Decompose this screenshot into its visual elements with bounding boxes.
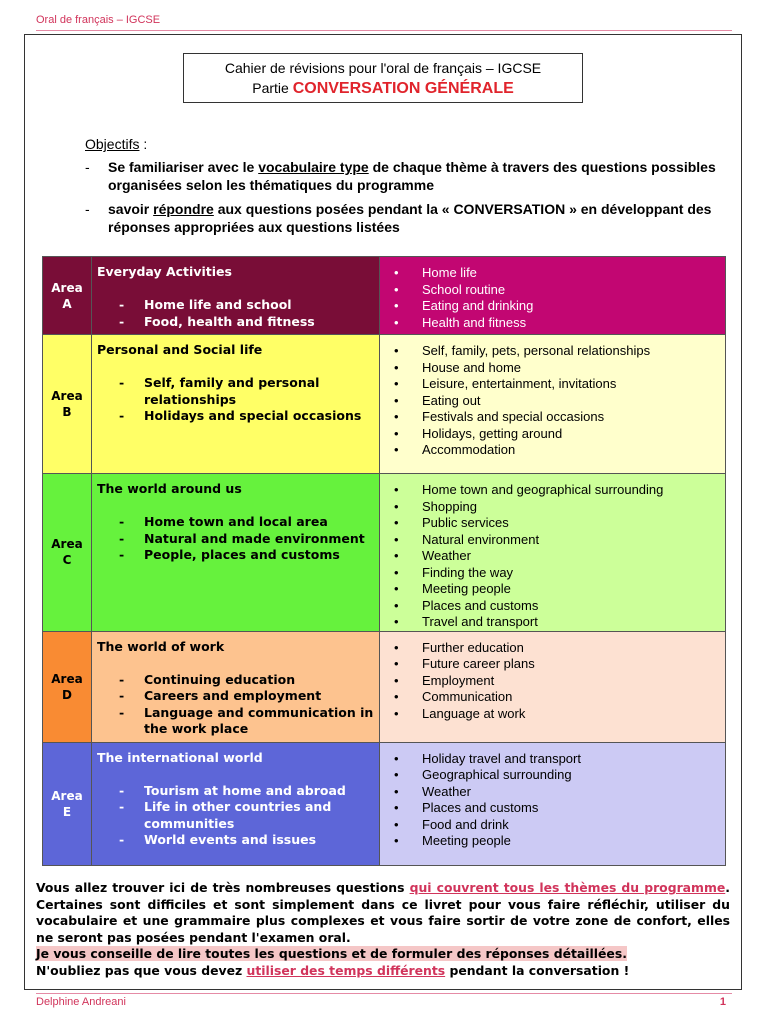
- objective-item: - Se familiariser avec le vocabulaire type de chaque thème à travers des questions possibles organisées selon les thématiques du programme: [85, 159, 716, 193]
- subtopic-item: - Self, family and personal relationships: [97, 375, 379, 408]
- area-label: Area A: [43, 257, 92, 335]
- area-topics: [380, 631, 726, 742]
- topic-item: • Self, family, pets, personal relationships: [394, 343, 725, 360]
- area-label: Area D: [43, 631, 92, 742]
- topic-item: • Home life: [394, 265, 725, 282]
- topic-item: • Places and customs: [394, 598, 725, 615]
- topic-item: • Language at work: [394, 706, 725, 723]
- topic-item: • Leisure, entertainment, invitations: [394, 376, 725, 393]
- area-label: Area B: [43, 335, 92, 474]
- advice-paragraph-2: [36, 946, 730, 963]
- area-name: Personal and Social life: [97, 342, 263, 357]
- topic-item: • Holidays, getting around: [394, 426, 725, 443]
- subtopic-item: - Natural and made environment: [97, 531, 379, 548]
- topic-item: • Eating and drinking: [394, 298, 725, 315]
- advice-paragraph-1: Vous allez trouver ici de très nombreuses questions qui couvrent tous les thèmes du programme. Certaines sont difficiles et sont simplement dans ce livret pour vous faire réfléchir, utiliser du vocabulaire et une grammaire plus complexes et vous faire sortir de votre zone de confort, elles ne seront pas posées pendant l'examen oral.: [36, 880, 730, 945]
- topic-item: • Further education: [394, 640, 725, 657]
- topic-item: • Home town and geographical surrounding: [394, 482, 725, 499]
- header-divider: [36, 30, 732, 31]
- area-name: The world around us: [97, 481, 242, 496]
- area-main: [92, 631, 380, 742]
- topic-list: [394, 265, 725, 331]
- topic-list: [394, 751, 725, 850]
- topic-item: • Travel and transport: [394, 614, 725, 631]
- topic-item: • Holiday travel and transport: [394, 751, 725, 768]
- objective-item: - savoir répondre aux questions posées pendant la « CONVERSATION » en développant des réponses appropriées aux questions listées: [85, 201, 712, 235]
- subtopic-item: - World events and issues: [97, 832, 379, 849]
- topic-item: • Weather: [394, 784, 725, 801]
- topic-item: • House and home: [394, 360, 725, 377]
- subtopic-item: - Language and communication in the work place: [97, 705, 379, 738]
- subtopic-list: [97, 783, 379, 849]
- subtopic-item: - Tourism at home and abroad: [97, 783, 379, 800]
- area-topics: [380, 335, 726, 474]
- area-row-c: [43, 474, 726, 632]
- area-row-a: [43, 257, 726, 335]
- footer-divider: [36, 993, 732, 994]
- objectives-heading: Objectifs :: [85, 136, 148, 152]
- title-box: [183, 53, 583, 103]
- topic-item: • Festivals and special occasions: [394, 409, 725, 426]
- footer-author: Delphine Andreani: [36, 996, 126, 1008]
- areas-table: [42, 256, 726, 866]
- topic-item: • Future career plans: [394, 656, 725, 673]
- title-prefix: Partie: [252, 80, 293, 96]
- topic-item: • Natural environment: [394, 532, 725, 549]
- advice-emphasis: utiliser des temps différents: [246, 962, 446, 978]
- area-row-d: [43, 631, 726, 742]
- area-name: The world of work: [97, 638, 225, 654]
- topic-item: • Health and fitness: [394, 315, 725, 332]
- subtopic-list: [97, 375, 379, 425]
- objective-keyword: répondre: [153, 201, 214, 217]
- advice-highlight: Je vous conseille de lire toutes les questions et de formuler des réponses détaillées.: [36, 946, 627, 961]
- topic-item: • Geographical surrounding: [394, 767, 725, 784]
- area-row-b: [43, 335, 726, 474]
- subtopic-list: [97, 514, 379, 564]
- topic-item: • Meeting people: [394, 581, 725, 598]
- subtopic-list: [97, 672, 379, 738]
- subtopic-item: - Food, health and fitness: [97, 314, 379, 331]
- area-main: [92, 742, 380, 865]
- advice-text: [36, 880, 730, 979]
- objectives-section: [85, 136, 725, 236]
- area-main: [92, 257, 380, 335]
- topic-item: • Places and customs: [394, 800, 725, 817]
- topic-item: • Eating out: [394, 393, 725, 410]
- objective-keyword: vocabulaire type: [258, 159, 369, 175]
- topic-list: [394, 640, 725, 723]
- topic-item: • Food and drink: [394, 817, 725, 834]
- title-line-1: Cahier de révisions pour l'oral de français – IGCSE: [224, 60, 542, 76]
- area-main: [92, 335, 380, 474]
- subtopic-item: - Home town and local area: [97, 514, 379, 531]
- topic-item: • Accommodation: [394, 442, 725, 459]
- topic-list: [394, 482, 725, 631]
- subtopic-item: - Home life and school: [97, 297, 379, 314]
- area-topics: [380, 474, 726, 632]
- objective-dash: -: [85, 159, 90, 175]
- topic-item: • Communication: [394, 689, 725, 706]
- area-row-e: [43, 742, 726, 865]
- topic-item: • Employment: [394, 673, 725, 690]
- topic-list: [394, 343, 725, 459]
- subtopic-item: - Continuing education: [97, 672, 379, 689]
- advice-paragraph-3: N'oubliez pas que vous devez utiliser des temps différents pendant la conversation !: [36, 962, 630, 978]
- topic-item: • Public services: [394, 515, 725, 532]
- topic-item: • Meeting people: [394, 833, 725, 850]
- topic-item: • Weather: [394, 548, 725, 565]
- subtopic-list: [97, 297, 379, 330]
- page-number: 1: [719, 996, 726, 1008]
- area-topics: [380, 742, 726, 865]
- area-name: Everyday Activities: [97, 264, 232, 279]
- subtopic-item: - Careers and employment: [97, 688, 379, 705]
- subtopic-item: - Holidays and special occasions: [97, 408, 379, 425]
- area-name: The international world: [97, 749, 263, 765]
- title-accent: CONVERSATION GÉNÉRALE: [292, 80, 514, 97]
- header-note: Oral de français – IGCSE: [36, 14, 161, 26]
- topic-item: • School routine: [394, 282, 725, 299]
- subtopic-item: - People, places and customs: [97, 547, 379, 564]
- area-label: Area C: [43, 474, 92, 632]
- area-topics: [380, 257, 726, 335]
- topic-item: • Shopping: [394, 499, 725, 516]
- advice-emphasis: qui couvrent tous les thèmes du programme: [409, 880, 726, 895]
- objective-dash: -: [85, 201, 90, 217]
- subtopic-item: - Life in other countries and communities: [97, 799, 379, 832]
- topic-item: • Finding the way: [394, 565, 725, 582]
- area-label: Area E: [43, 742, 92, 865]
- area-main: [92, 474, 380, 632]
- title-line-2: [184, 81, 582, 97]
